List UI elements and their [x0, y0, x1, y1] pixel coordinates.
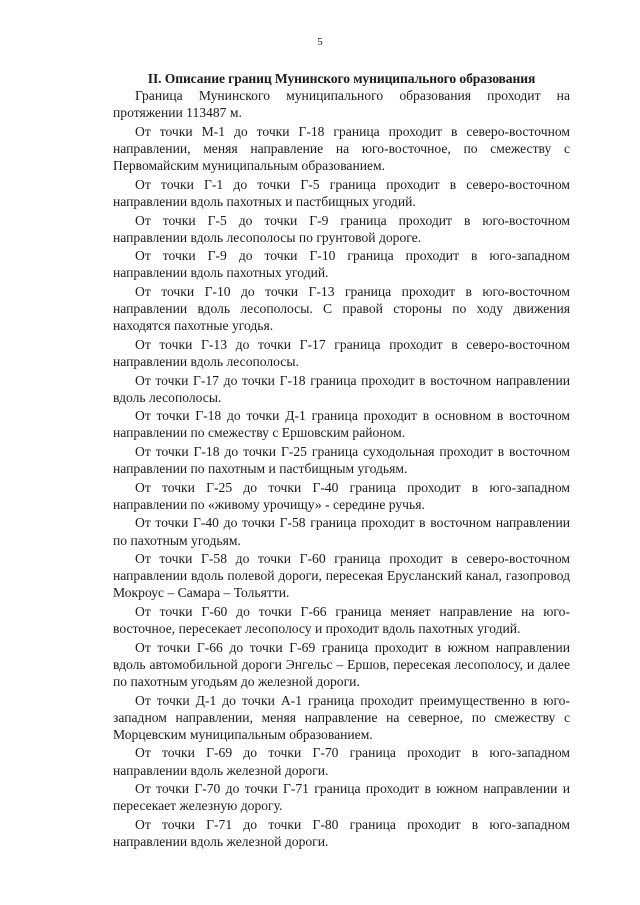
paragraph: От точки Г-58 до точки Г-60 граница проходит в северо-восточном направлении вдоль полевой дороги, пересекая Еруслaнский канал, газопровод Мокроус – Самара – Тольятти. [113, 551, 570, 601]
paragraph: От точки Г-40 до точки Г-58 граница проходит в восточном направлении по пахотным угодьям. [113, 515, 570, 548]
paragraph: От точки Г-17 до точки Г-18 граница проходит в восточном направлении вдоль лесополосы. [113, 372, 570, 405]
paragraph: От точки Г-70 до точки Г-71 граница проходит в южном направлении и пересекает железную дорогу. [113, 781, 570, 814]
paragraph: От точки Г-60 до точки Г-66 граница меняет направление на юго-восточное, пересекает лесополосу и проходит вдоль пахотных угодий. [113, 603, 570, 637]
section-heading: II. Описание границ Мунинского муниципального образования [147, 71, 536, 86]
paragraph: От точки М-1 до точки Г-18 граница проходит в северо-восточном направлении, меняя направление на юго-восточное, по смежеству с Первомайским муниципальным образованием. [113, 123, 570, 174]
paragraph: От точки Г-69 до точки Г-70 граница проходит в юго-западном направлении вдоль железной дороги. [113, 745, 570, 778]
paragraph: От точки Г-18 до точки Д-1 граница проходит в основном в восточном направлении по смежеству с Ершовским районом. [113, 408, 570, 441]
page-number: 5 [317, 36, 323, 48]
paragraph: От точки Г-66 до точки Г-69 граница проходит в южном направлении вдоль автомобильной дороги Энгельс – Ершов, пересекая лесополосу, и далее по пахотным угодьям до железной дороги. [113, 639, 570, 690]
document-body [113, 70, 570, 852]
paragraph: От точки Д-1 до точки А-1 граница проходит преимущественно в юго-западном направлении, меняя направление на северное, по смежеству с Морцевским муниципальным образованием. [113, 692, 570, 742]
paragraph: От точки Г-1 до точки Г-5 граница проходит в северо-восточном направлении вдоль пахотных и пастбищных угодий. [113, 176, 570, 210]
paragraph: От точки Г-18 до точки Г-25 граница суходольная проходит в восточном направлении по пахотным и пастбищным угодьям. [113, 443, 570, 477]
paragraph: Граница Мунинского муниципального образования проходит на протяжении 113487 м. [113, 88, 570, 121]
paragraph: От точки Г-13 до точки Г-17 граница проходит в северо-восточном направлении вдоль лесополосы. [113, 336, 570, 370]
paragraph: От точки Г-25 до точки Г-40 граница проходит в юго-западном направлении по «живому урочищу» - середине ручья. [113, 479, 570, 512]
paragraph: От точки Г-9 до точки Г-10 граница проходит в юго-западном направлении вдоль пахотных угодий. [113, 248, 570, 281]
paragraph: От точки Г-10 до точки Г-13 граница проходит в юго-восточном направлении вдоль лесополосы. С правой стороны по ходу движения находятся пахотные угодья. [113, 283, 570, 334]
paragraph: От точки Г-71 до точки Г-80 граница проходит в юго-западном направлении вдоль железной дороги. [113, 816, 570, 850]
paragraph: От точки Г-5 до точки Г-9 граница проходит в юго-восточном направлении вдоль лесополосы по грунтовой дороге. [113, 212, 570, 245]
